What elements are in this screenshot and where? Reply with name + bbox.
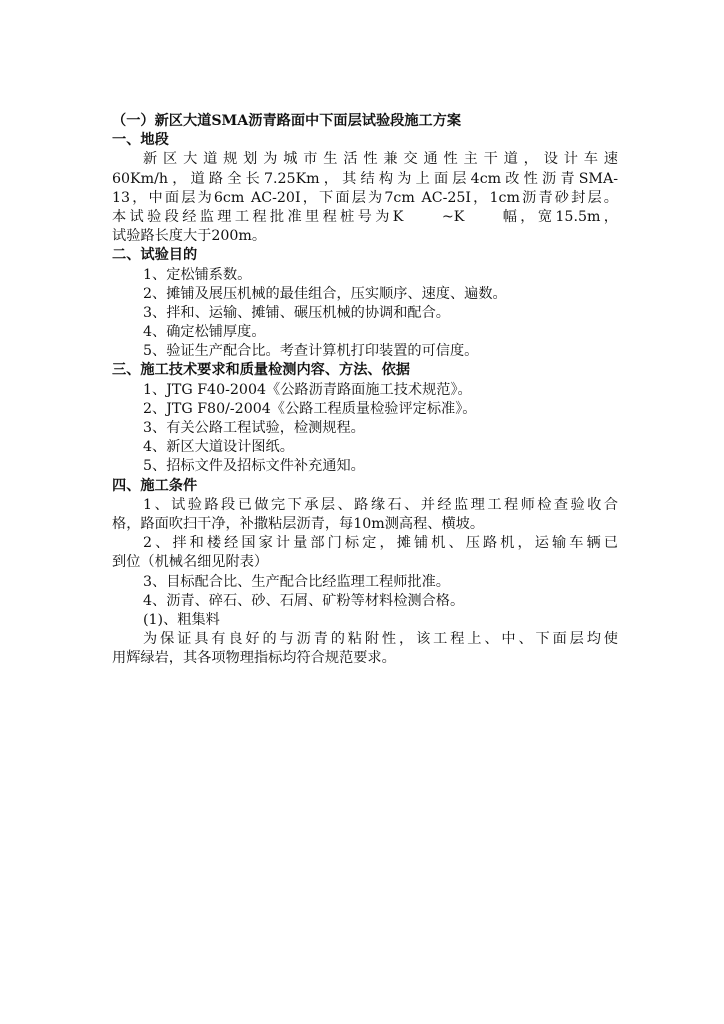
list-item: 3、拌和、运输、摊铺、碾压机械的协调和配合。	[143, 304, 450, 321]
section-heading-conditions: 四、施工条件	[112, 477, 198, 494]
list-item-continuation: 格，路面吹扫干净，补撒粘层沥青，每10m测高程、横坡。	[112, 515, 485, 532]
paragraph-line: 试验路长度大于200m。	[112, 228, 267, 245]
list-item: 5、招标文件及招标文件补充通知。	[143, 458, 365, 475]
paragraph-line: 新区大道规划为城市生活性兼交通性主干道，设计车速	[143, 151, 618, 168]
list-item: 2、拌和楼经国家计量部门标定，摊铺机、压路机，运输车辆已	[143, 535, 618, 552]
paragraph-line: 为保证具有良好的与沥青的粘附性，该工程上、中、下面层均使	[143, 631, 618, 648]
sub-item-coarse-aggregate: (1)、粗集料	[143, 611, 220, 628]
section-heading-purpose: 二、试验目的	[112, 247, 198, 264]
document-page	[112, 112, 618, 668]
list-item: 3、有关公路工程试验，检测规程。	[143, 420, 365, 436]
list-item: 2、摊铺及展压机械的最佳组合，压实顺序、速度、遍数。	[143, 285, 507, 302]
list-item: 3、目标配合比、生产配合比经监理工程师批准。	[143, 573, 450, 590]
list-item: 1、JTG F40-2004《公路沥青路面施工技术规范》。	[143, 381, 472, 398]
paragraph-line: 60Km/h，道路全长7.25Km，其结构为上面层4cm改性沥青SMA-	[112, 170, 618, 187]
paragraph-line: 本试验段经监理工程批准里程桩号为K ~K 幅，宽15.5m，	[112, 208, 618, 225]
list-item: 2、JTG F80/-2004《公路工程质量检验评定标准》。	[143, 400, 477, 417]
list-item: 4、确定松铺厚度。	[143, 324, 266, 341]
paragraph-line: 用辉绿岩，其各项物理指标均符合规范要求。	[112, 650, 396, 667]
list-item: 5、验证生产配合比。考查计算机打印装置的可信度。	[143, 343, 479, 360]
paragraph-line: 13，中面层为6cm AC-20I，下面层为7cm AC-25I，1cm沥青砂封层。	[112, 189, 618, 206]
list-item-continuation: 到位（机械名细见附表）	[112, 554, 269, 571]
section-heading-location: 一、地段	[112, 132, 169, 149]
list-item: 1、定松铺系数。	[143, 266, 252, 283]
list-item: 1、试验路段已做完下承层、路缘石、并经监理工程师检查验收合	[143, 496, 618, 513]
document-title: （一）新区大道SMA沥青路面中下面层试验段施工方案	[112, 113, 462, 129]
list-item: 4、沥青、碎石、砂、石屑、矿粉等材料检测合格。	[143, 592, 465, 609]
list-item: 4、新区大道设计图纸。	[143, 439, 294, 456]
section-heading-requirements: 三、施工技术要求和质量检测内容、方法、依据	[112, 362, 410, 379]
